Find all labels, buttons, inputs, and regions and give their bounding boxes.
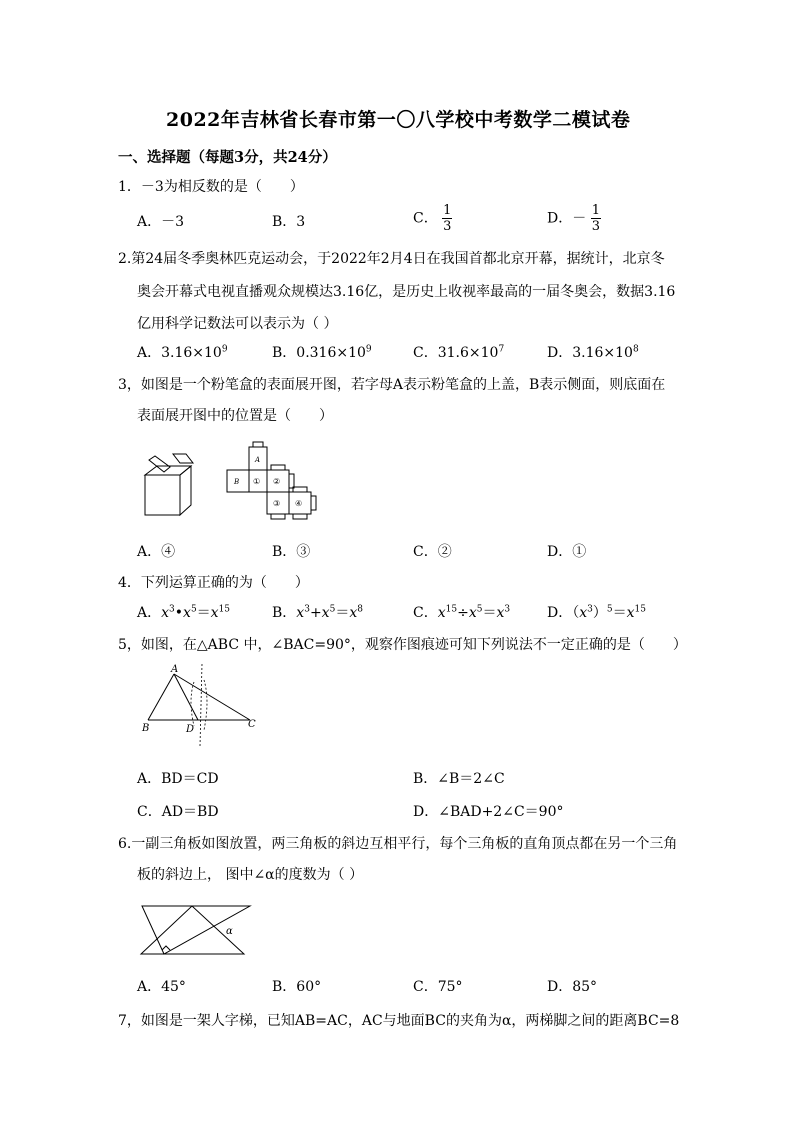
q6-option-a: A．45° xyxy=(137,979,186,995)
q3-option-d: D．① xyxy=(547,544,587,560)
q4-d-var-3: x xyxy=(626,605,635,621)
q4-d-exp-3: 15 xyxy=(634,604,646,615)
q4-a-exp-2: 5 xyxy=(190,604,197,615)
q4-d-label: D．（ xyxy=(547,605,580,621)
triangle-construction-figure xyxy=(138,660,268,746)
q4-c-label: C． xyxy=(413,605,438,621)
question-4-stem: 4．下列运算正确的为（ ） xyxy=(118,575,309,591)
q4-c-exp-3: 3 xyxy=(504,604,511,615)
question-7-line-1: 7，如图是一架人字梯，已知AB=AC，AC与地面BC的夹角为α，两梯脚之间的距离BC=8 xyxy=(118,1013,680,1029)
q4-b-operator: + xyxy=(309,605,322,621)
q5-option-d: D．∠BAD+2∠C＝90° xyxy=(413,804,564,820)
q4-d-paren: ） xyxy=(592,605,607,621)
q3-option-b: B．③ xyxy=(272,544,311,560)
q2-option-b-text: B．0.316×10 xyxy=(272,345,366,361)
q4-a-var-2: x xyxy=(183,605,191,621)
q4-a-var-3: x xyxy=(210,605,219,621)
net-label-b: B xyxy=(234,478,240,486)
q4-option-d xyxy=(547,602,646,622)
section-heading: 一、选择题（每题3分，共24分） xyxy=(118,149,337,166)
q1-option-c-numerator: 1 xyxy=(443,203,452,218)
question-5-stem: 5，如图，在△ABC 中，∠BAC=90°，观察作图痕迹可知下列说法不一定正确的是（ ） xyxy=(118,637,687,653)
q4-option-a xyxy=(137,602,230,622)
q4-option-c xyxy=(413,602,510,622)
question-2-line-2: 奥会开幕式电视直播观众规模达3.16亿，是历史上收视率最高的一届冬奥会，数据3.16 xyxy=(137,284,676,300)
q1-option-d-label: D．－ xyxy=(547,210,587,227)
net-label-2: ② xyxy=(273,477,281,486)
q4-b-var-3: x xyxy=(349,605,358,621)
q5-option-b: B．∠B＝2∠C xyxy=(413,771,505,787)
q4-a-operator: • xyxy=(174,605,184,621)
question-2-line-1: 2.第24届冬季奥林匹克运动会，于2022年2月4日在我国首都北京开幕，据统计，北京冬 xyxy=(118,251,665,267)
q4-b-exp-3: 8 xyxy=(357,604,363,615)
q4-c-exp-2: 5 xyxy=(476,604,483,615)
box-net-figure xyxy=(225,440,327,522)
q1-option-d-numerator: 1 xyxy=(591,203,600,218)
q1-option-d-fraction xyxy=(591,203,601,234)
q1-option-c-denominator: 3 xyxy=(443,219,452,234)
q2-option-b-exponent: 9 xyxy=(365,344,372,355)
q2-option-b xyxy=(272,342,372,362)
net-label-a: A xyxy=(255,456,261,464)
q4-c-var-3: x xyxy=(496,605,505,621)
q4-c-var-1: x xyxy=(437,605,446,621)
q4-c-operator: ÷ xyxy=(457,605,469,621)
q4-b-equals: ＝ xyxy=(335,605,350,621)
q2-option-d-exponent: 8 xyxy=(632,344,639,355)
q2-option-a-exponent: 9 xyxy=(221,344,228,355)
q4-d-var-1: x xyxy=(579,605,588,621)
net-label-3: ③ xyxy=(273,499,281,508)
question-2-line-3: 亿用科学记数法可以表示为（ ） xyxy=(137,316,338,332)
net-label-1: ① xyxy=(253,477,261,486)
question-3-line-2: 表面展开图中的位置是（ ） xyxy=(137,408,333,424)
question-1-stem: 1．－3为相反数的是（ ） xyxy=(118,179,304,195)
q6-option-b: B．60° xyxy=(272,979,322,995)
chalk-box-figure xyxy=(138,450,198,520)
q4-option-b xyxy=(272,602,363,622)
q4-c-equals: ＝ xyxy=(482,605,497,621)
q4-a-exp-3: 15 xyxy=(218,604,231,615)
q1-option-d xyxy=(547,203,601,234)
q2-option-d-text: D．3.16×10 xyxy=(547,345,633,361)
q1-option-c-label: C． xyxy=(413,210,438,227)
question-6-line-2: 板的斜边上， 图中∠α的度数为（ ） xyxy=(137,867,364,883)
set-squares-figure xyxy=(138,898,258,962)
question-3-line-1: 3，如图是一个粉笔盒的表面展开图，若字母A表示粉笔盒的上盖，B表示侧面，则底面在 xyxy=(118,377,666,393)
triangle-label-b: B xyxy=(142,723,150,734)
q3-option-c: C．② xyxy=(413,544,452,560)
q4-b-exp-2: 5 xyxy=(329,604,336,615)
q4-a-label: A． xyxy=(137,605,162,621)
q4-b-var-2: x xyxy=(321,605,330,621)
q4-c-exp-1: 15 xyxy=(445,604,458,615)
q1-option-a: A．－3 xyxy=(137,214,185,230)
q2-option-c-exponent: 7 xyxy=(498,344,505,355)
q4-a-exp-1: 3 xyxy=(169,604,175,615)
q6-option-c: C．75° xyxy=(413,979,463,995)
q2-option-a xyxy=(137,342,228,362)
q1-option-d-denominator: 3 xyxy=(591,219,600,234)
q4-d-exp-2: 5 xyxy=(606,604,613,615)
q4-d-exp-1: 3 xyxy=(587,604,593,615)
q6-option-d: D．85° xyxy=(547,979,598,995)
q5-option-a: A．BD＝CD xyxy=(137,771,219,787)
page-title: 2022年吉林省长春市第一〇八学校中考数学二模试卷 xyxy=(166,109,631,131)
q4-d-equals: ＝ xyxy=(612,605,627,621)
question-6-line-1: 6.一副三角板如图放置，两三角板的斜边互相平行，每个三角板的直角顶点都在另一个三角 xyxy=(118,836,678,852)
q2-option-c-text: C．31.6×10 xyxy=(413,345,499,361)
net-label-4: ④ xyxy=(295,499,303,508)
q4-b-var-1: x xyxy=(296,605,305,621)
q4-b-exp-1: 3 xyxy=(304,604,310,615)
q3-option-a: A．④ xyxy=(137,544,176,560)
q4-a-var-1: x xyxy=(161,605,170,621)
q4-a-equals: ＝ xyxy=(196,605,211,621)
triangle-label-d: D xyxy=(186,724,195,735)
triangle-label-c: C xyxy=(248,719,256,730)
q2-option-d xyxy=(547,342,639,362)
q5-option-c: C．AD＝BD xyxy=(137,804,219,820)
q1-option-c xyxy=(413,203,452,234)
q1-option-c-fraction xyxy=(442,203,452,234)
q1-option-b: B．3 xyxy=(272,214,306,230)
q4-b-label: B． xyxy=(272,605,297,621)
q2-option-c xyxy=(413,342,504,362)
alpha-label: α xyxy=(226,926,233,937)
q4-c-var-2: x xyxy=(468,605,477,621)
triangle-label-a: A xyxy=(171,664,179,675)
q2-option-a-text: A．3.16×10 xyxy=(137,345,222,361)
